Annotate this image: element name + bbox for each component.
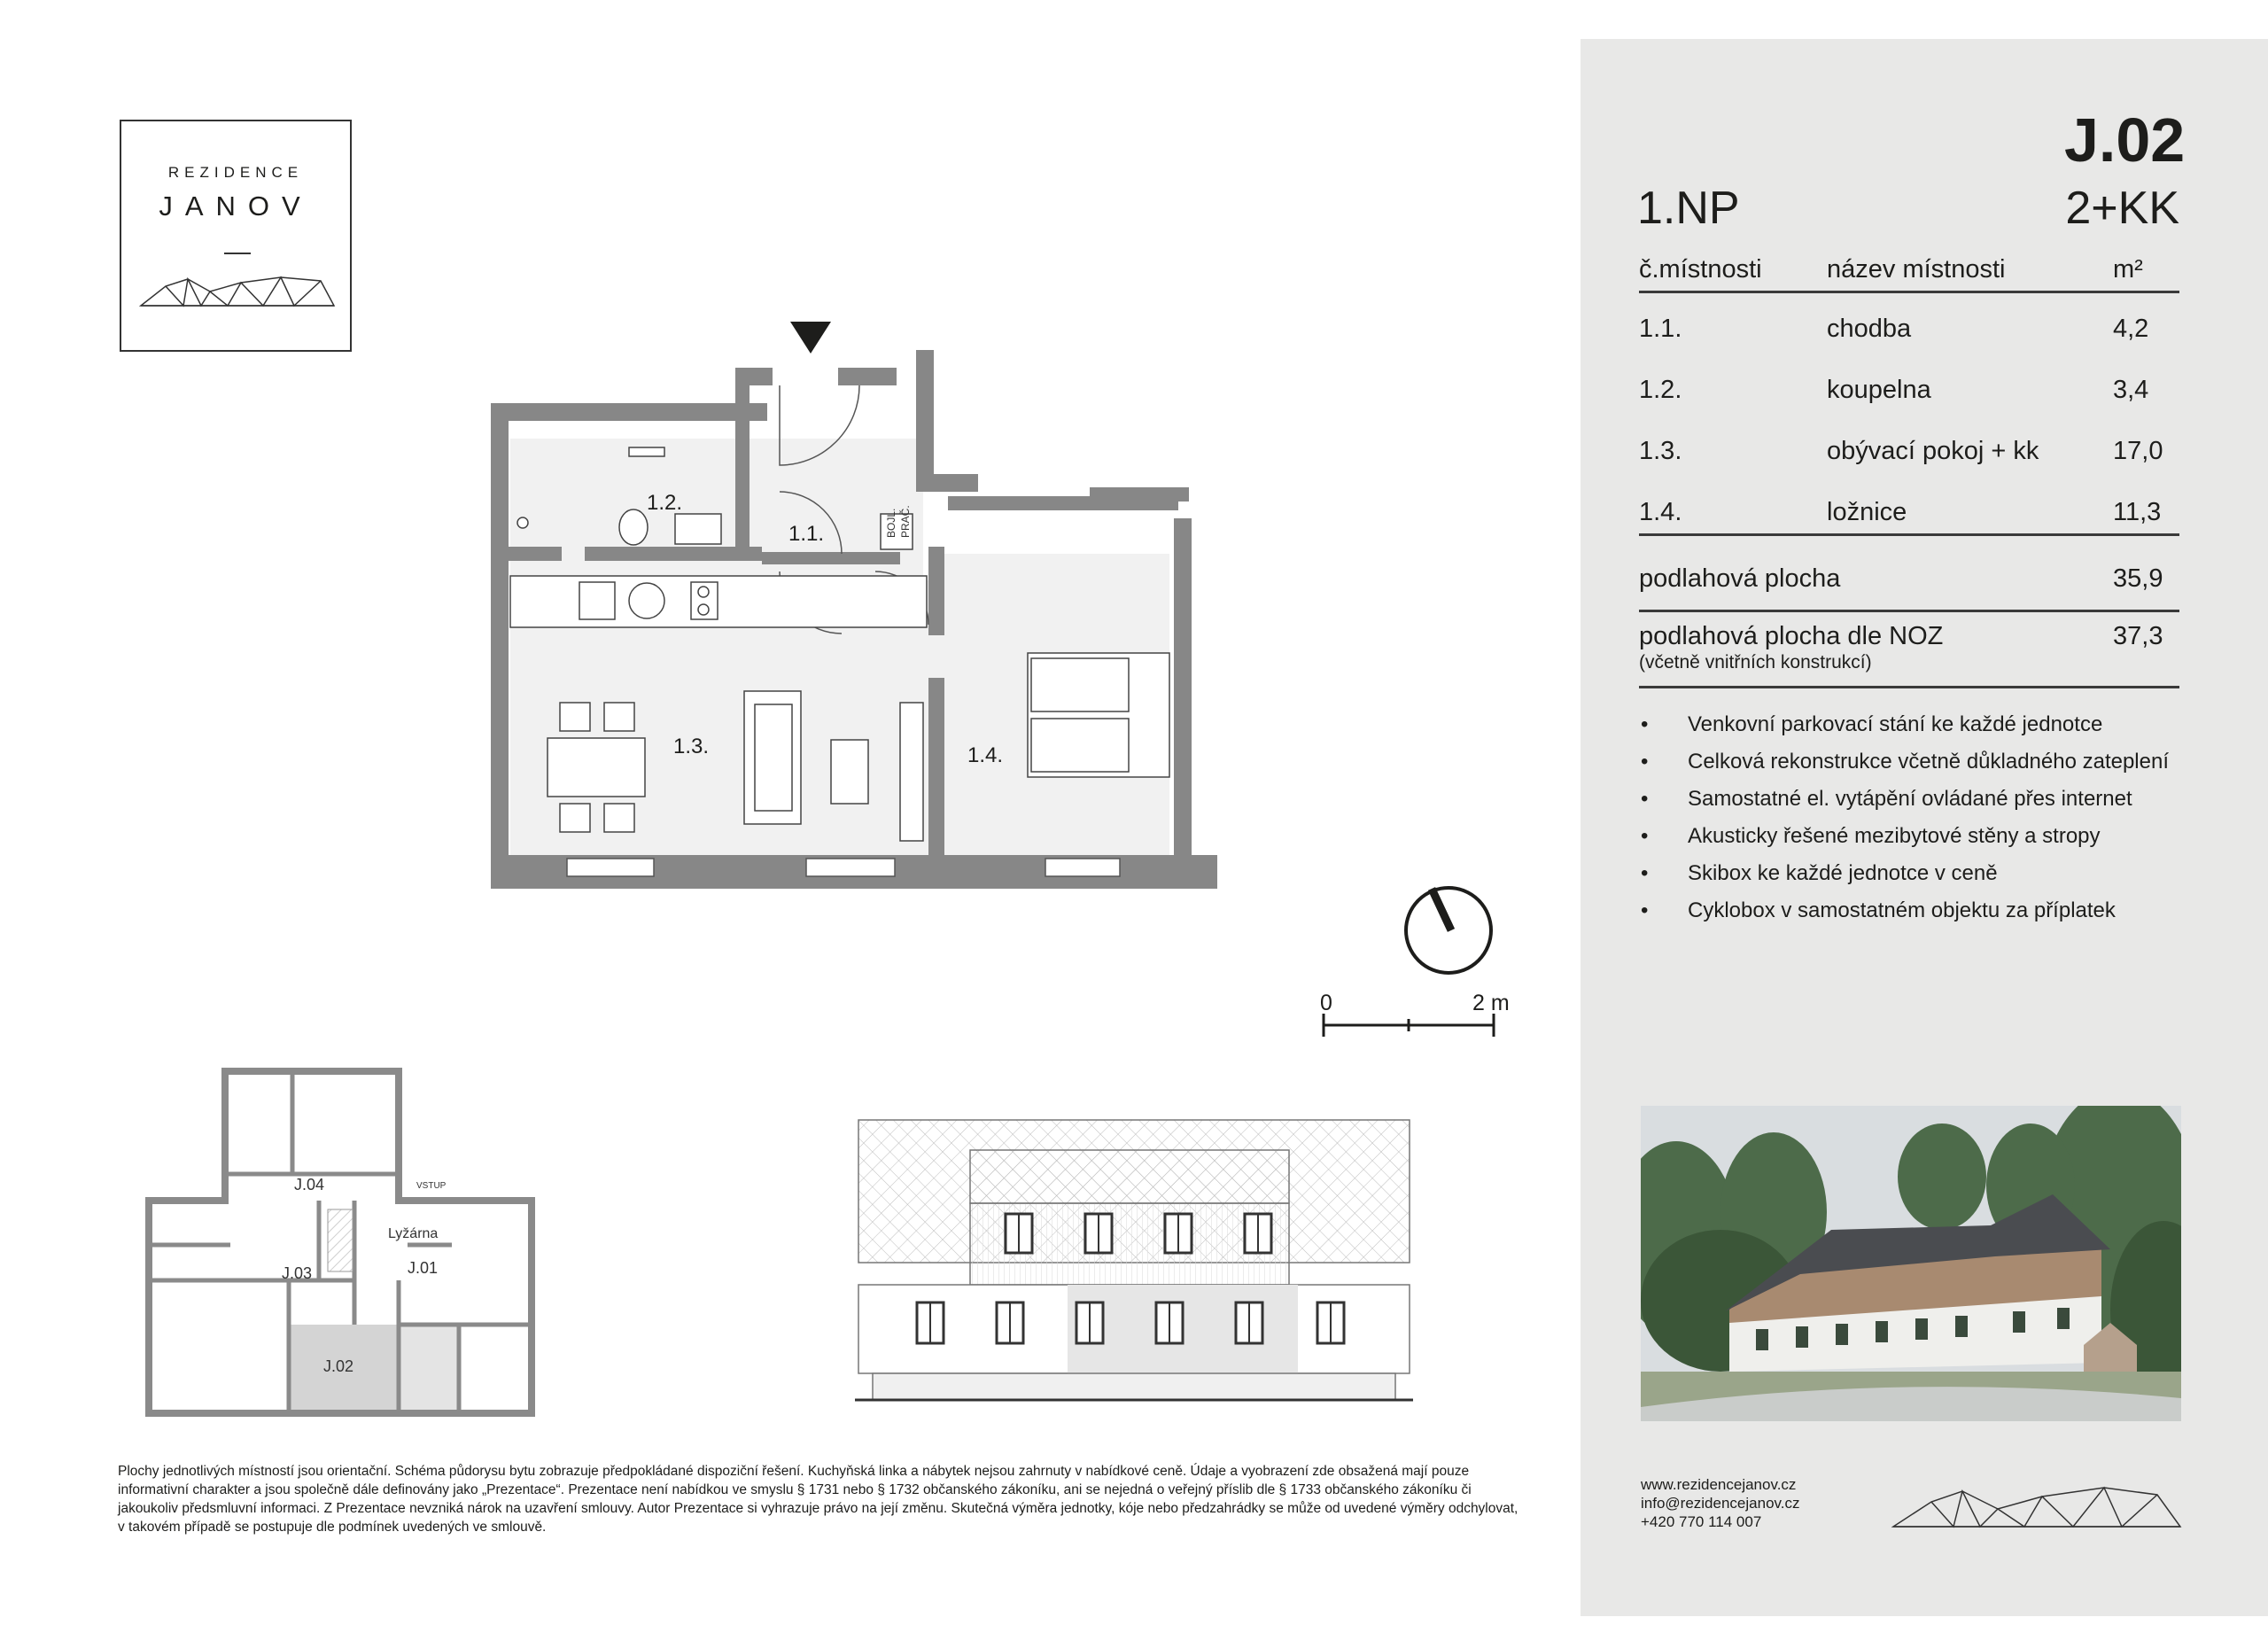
washer-label: PRAČ. — [899, 505, 912, 538]
site-label-j03: J.03 — [282, 1264, 313, 1282]
table-divider — [1639, 686, 2179, 688]
bullet-icon: • — [1641, 898, 1649, 922]
table-divider — [1639, 291, 2179, 293]
site-label-j04: J.04 — [294, 1176, 325, 1193]
room-area: 4,2 — [2113, 315, 2149, 343]
boiler-label: BOJL. — [885, 508, 897, 538]
noz-area-note: (včetně vnitřních konstrukcí) — [1639, 652, 1872, 673]
table-divider — [1639, 610, 2179, 612]
feature-item: Venkovní parkovací stání ke každé jednotce — [1688, 712, 2103, 736]
room-area: 3,4 — [2113, 376, 2149, 404]
room-number: 1.1. — [1639, 315, 1682, 343]
room-label-1-3: 1.3. — [673, 735, 710, 758]
floor-label: 1.NP — [1637, 183, 1740, 234]
building-key-plan — [142, 1068, 540, 1427]
site-label-j02: J.02 — [323, 1357, 354, 1375]
room-name: chodba — [1827, 315, 1912, 343]
email-link[interactable]: info@rezidencejanov.cz — [1641, 1495, 1800, 1512]
room-label-1-1: 1.1. — [788, 522, 825, 546]
feature-item: Skibox ke každé jednotce v ceně — [1688, 861, 1998, 885]
building-render-image — [1641, 1106, 2181, 1421]
noz-area-label: podlahová plocha dle NOZ — [1639, 622, 1944, 650]
header-room-name: název místnosti — [1827, 255, 2006, 284]
bullet-icon: • — [1641, 861, 1649, 885]
building-elevation — [855, 1116, 1413, 1418]
room-name: koupelna — [1827, 376, 1931, 404]
logo — [120, 120, 352, 352]
bullet-icon: • — [1641, 750, 1649, 774]
entrance-arrow-icon — [790, 322, 831, 354]
noz-area-value: 37,3 — [2113, 622, 2163, 650]
feature-item: Celková rekonstrukce včetně důkladného zateplení — [1688, 750, 2169, 774]
header-room-number: č.místnosti — [1639, 255, 1762, 284]
feature-item: Akusticky řešené mezibytové stěny a stropy — [1688, 824, 2101, 848]
bullet-icon: • — [1641, 712, 1649, 736]
logo-dash — [224, 253, 251, 254]
phone-number: +420 770 114 007 — [1641, 1513, 1762, 1530]
feature-item: Cyklobox v samostatném objektu za příplatek — [1688, 898, 2116, 922]
header-area: m² — [2113, 255, 2143, 284]
table-divider — [1639, 533, 2179, 536]
mountain-logo-icon — [139, 274, 336, 309]
logo-line1: REZIDENCE — [167, 164, 304, 181]
unit-id: J.02 — [2064, 105, 2186, 175]
room-area: 17,0 — [2113, 437, 2163, 465]
scale-start: 0 — [1320, 991, 1332, 1015]
legal-disclaimer: Plochy jednotlivých místností jsou orientační. Schéma půdorysu bytu zobrazuje předpokládané dispoziční řešení. Kuchyňská linka a nábytek nejsou zahrnuty v nabídkové ceně. Údaje a vyobrazení zde obsažená mají pouze informativní charakter a jsou společně dále definovány jako „Prezentace“. Prezentace není nabídkou ve smyslu § 1731 nebo § 1732 občanského zákoníku, ani se nejedná o veřejný příslib dle § 1733 občanského zákoníku či jakoukoliv předsmluvní informaci. Z Prezentace nevzniká nárok na uzavření smlouvy. Autor Prezentace si vyhrazuje právo na její změnu. Skutečná výměra jednotky, kóje nebo předzahrádky se může od uvedené výměry odchylovat, v takovém případě se postupuje dle podmínek uvedených ve smlouvě. — [118, 1464, 1518, 1535]
room-name: obývací pokoj + kk — [1827, 437, 2039, 465]
site-label-ski-room: Lyžárna — [388, 1226, 439, 1241]
site-label-entrance: VSTUP — [416, 1181, 447, 1191]
unit-layout: 2+KK — [2065, 183, 2179, 234]
site-label-j01: J.01 — [408, 1259, 439, 1277]
floor-plan — [478, 315, 1542, 1032]
floor-area-value: 35,9 — [2113, 564, 2163, 593]
room-number: 1.4. — [1639, 498, 1682, 526]
scale-end: 2 m — [1472, 991, 1510, 1015]
room-area: 11,3 — [2113, 498, 2162, 526]
mountain-logo-icon — [1891, 1484, 2182, 1530]
bullet-icon: • — [1641, 824, 1649, 848]
room-label-1-2: 1.2. — [647, 491, 683, 515]
room-number: 1.3. — [1639, 437, 1682, 465]
feature-item: Samostatné el. vytápění ovládané přes internet — [1688, 787, 2132, 811]
north-compass-icon — [1400, 882, 1497, 979]
logo-line2: JANOV — [159, 190, 313, 222]
floor-area-label: podlahová plocha — [1639, 564, 1841, 593]
bullet-icon: • — [1641, 787, 1649, 811]
website-link[interactable]: www.rezidencejanov.cz — [1641, 1476, 1797, 1493]
room-name: ložnice — [1827, 498, 1907, 526]
room-label-1-4: 1.4. — [967, 743, 1004, 767]
room-number: 1.2. — [1639, 376, 1682, 404]
scale-bar — [1320, 1012, 1497, 1038]
